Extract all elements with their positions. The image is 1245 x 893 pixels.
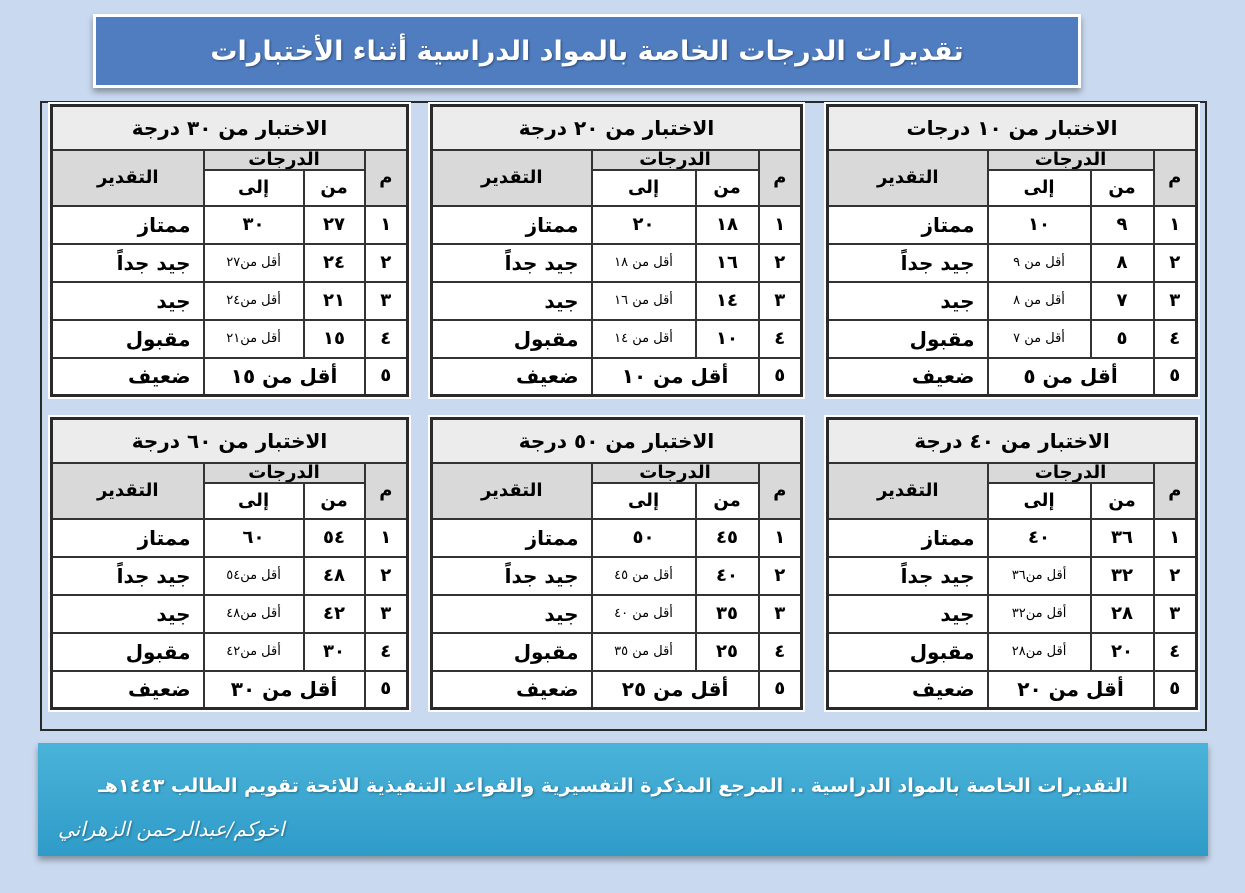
table-row [52,671,408,709]
to-value: أقل من٢٨ [988,633,1091,671]
grade-table [826,104,1198,397]
reference-text: التقديرات الخاصة بالمواد الدراسية .. المرجع المذكرة التفسيرية والقواعد التنفيذية للائحة تقويم الطالب ١٤٤٣هـ [98,775,1128,797]
from-header: من [696,483,759,519]
table-row [432,206,802,244]
to-header: إلى [988,170,1091,206]
row-index: ٤ [759,320,802,358]
from-header: من [304,483,365,519]
from-header: من [1091,483,1154,519]
from-value: ٢٥ [696,633,759,671]
to-value: أقل من ٧ [988,320,1091,358]
grade-table [50,417,409,710]
to-value: أقل من٢٤ [204,282,304,320]
rating-value: جيد [52,595,204,633]
table-row [52,320,408,358]
table-title: الاختبار من ٤٠ درجة [828,419,1197,463]
table-row [828,244,1197,282]
table-row [432,519,802,557]
row-index: ٤ [759,633,802,671]
rating-value: جيد [828,595,988,633]
range-value: أقل من ٣٠ [204,671,365,709]
row-index: ٤ [1154,320,1197,358]
row-index: ١ [365,206,408,244]
rating-value: ممتاز [52,206,204,244]
table-row [432,595,802,633]
table-row [828,557,1197,595]
from-value: ٢٨ [1091,595,1154,633]
from-value: ٧ [1091,282,1154,320]
row-index: ١ [759,519,802,557]
from-value: ١٥ [304,320,365,358]
rating-header: التقدير [828,150,988,206]
range-value: أقل من ١٠ [592,358,759,396]
rating-value: جيد جداً [52,244,204,282]
row-index: ٣ [1154,282,1197,320]
row-index: ٣ [759,282,802,320]
rating-value: جيد جداً [828,244,988,282]
rating-value: جيد [432,595,592,633]
to-value: ٥٠ [592,519,696,557]
from-value: ١٦ [696,244,759,282]
to-header: إلى [592,483,696,519]
rating-value: ممتاز [828,206,988,244]
grade-table [430,104,803,397]
index-header: م [1154,150,1197,206]
from-value: ٢٤ [304,244,365,282]
table-row [828,633,1197,671]
row-index: ٥ [1154,358,1197,396]
rating-value: مقبول [52,320,204,358]
index-header: م [365,150,408,206]
from-value: ٨ [1091,244,1154,282]
from-value: ٥ [1091,320,1154,358]
to-value: أقل من٤٢ [204,633,304,671]
grades-header: الدرجات [592,463,759,483]
grades-header: الدرجات [988,463,1154,483]
rating-value: ممتاز [432,519,592,557]
to-value: أقل من ١٦ [592,282,696,320]
table-title: الاختبار من ٦٠ درجة [52,419,408,463]
row-index: ٢ [365,557,408,595]
to-value: ١٠ [988,206,1091,244]
row-index: ٢ [759,244,802,282]
rating-value: مقبول [432,320,592,358]
from-header: من [304,170,365,206]
from-value: ٣٢ [1091,557,1154,595]
row-index: ١ [1154,206,1197,244]
table-row [52,633,408,671]
from-value: ٣٠ [304,633,365,671]
table-row [432,633,802,671]
row-index: ٤ [365,320,408,358]
table-row [432,244,802,282]
from-header: من [696,170,759,206]
to-value: أقل من ٩ [988,244,1091,282]
rating-header: التقدير [432,150,592,206]
rating-value: مقبول [52,633,204,671]
table-row [828,358,1197,396]
to-header: إلى [204,170,304,206]
to-value: أقل من ٤٠ [592,595,696,633]
rating-value: ممتاز [828,519,988,557]
row-index: ٥ [365,358,408,396]
table-row [828,320,1197,358]
row-index: ٣ [365,595,408,633]
page-title: تقديرات الدرجات الخاصة بالمواد الدراسية أثناء الأختبارات [210,35,964,67]
rating-value: جيد [828,282,988,320]
row-index: ٤ [1154,633,1197,671]
table-row [432,320,802,358]
table-row [52,557,408,595]
range-value: أقل من ٢٥ [592,671,759,709]
grades-header: الدرجات [204,463,365,483]
range-value: أقل من ٢٠ [988,671,1154,709]
index-header: م [365,463,408,519]
row-index: ٥ [1154,671,1197,709]
rating-value: ممتاز [432,206,592,244]
row-index: ٢ [1154,557,1197,595]
from-value: ٣٦ [1091,519,1154,557]
from-value: ٤٠ [696,557,759,595]
to-value: أقل من٢١ [204,320,304,358]
row-index: ٥ [759,671,802,709]
grade-table [826,417,1198,710]
from-header: من [1091,170,1154,206]
title-banner [93,14,1081,88]
rating-value: ضعيف [828,671,988,709]
from-value: ٤٨ [304,557,365,595]
to-value: ٣٠ [204,206,304,244]
rating-value: مقبول [828,633,988,671]
from-value: ٢٧ [304,206,365,244]
grades-header: الدرجات [592,150,759,170]
rating-value: ضعيف [52,358,204,396]
table-row [52,244,408,282]
to-value: أقل من٢٧ [204,244,304,282]
from-value: ١٤ [696,282,759,320]
rating-value: جيد جداً [828,557,988,595]
row-index: ٢ [365,244,408,282]
rating-value: جيد جداً [432,557,592,595]
rating-header: التقدير [432,463,592,519]
table-title: الاختبار من ٣٠ درجة [52,106,408,150]
row-index: ٢ [1154,244,1197,282]
rating-value: مقبول [432,633,592,671]
index-header: م [759,150,802,206]
from-value: ٤٥ [696,519,759,557]
row-index: ١ [365,519,408,557]
rating-value: ضعيف [432,671,592,709]
rating-value: ممتاز [52,519,204,557]
grade-table [50,104,409,397]
table-row [52,358,408,396]
table-row [828,519,1197,557]
rating-value: جيد [52,282,204,320]
row-index: ٤ [365,633,408,671]
table-row [828,206,1197,244]
rating-value: ضعيف [828,358,988,396]
from-value: ١٨ [696,206,759,244]
grades-header: الدرجات [988,150,1154,170]
index-header: م [1154,463,1197,519]
from-value: ٥٤ [304,519,365,557]
to-value: أقل من ٨ [988,282,1091,320]
table-row [432,671,802,709]
to-value: أقل من ١٤ [592,320,696,358]
table-title: الاختبار من ٢٠ درجة [432,106,802,150]
to-value: ٤٠ [988,519,1091,557]
to-value: ٦٠ [204,519,304,557]
to-value: أقل من٥٤ [204,557,304,595]
to-value: أقل من٣٢ [988,595,1091,633]
to-value: أقل من ١٨ [592,244,696,282]
table-row [52,282,408,320]
rating-value: ضعيف [432,358,592,396]
to-header: إلى [204,483,304,519]
table-title: الاختبار من ١٠ درجات [828,106,1197,150]
rating-header: التقدير [52,463,204,519]
table-row [828,282,1197,320]
row-index: ٣ [759,595,802,633]
row-index: ٥ [365,671,408,709]
row-index: ٢ [759,557,802,595]
table-row [432,282,802,320]
from-value: ٩ [1091,206,1154,244]
to-value: أقل من٤٨ [204,595,304,633]
to-value: ٢٠ [592,206,696,244]
grades-header: الدرجات [204,150,365,170]
from-value: ٢١ [304,282,365,320]
row-index: ٣ [365,282,408,320]
to-header: إلى [988,483,1091,519]
table-title: الاختبار من ٥٠ درجة [432,419,802,463]
table-row [52,595,408,633]
row-index: ٥ [759,358,802,396]
row-index: ١ [1154,519,1197,557]
rating-header: التقدير [828,463,988,519]
table-row [52,519,408,557]
rating-header: التقدير [52,150,204,206]
rating-value: جيد جداً [432,244,592,282]
from-value: ٢٠ [1091,633,1154,671]
grade-table [430,417,803,710]
row-index: ٣ [1154,595,1197,633]
from-value: ١٠ [696,320,759,358]
to-value: أقل من ٣٥ [592,633,696,671]
rating-value: جيد [432,282,592,320]
footer-banner [38,743,1208,856]
table-row [432,557,802,595]
table-row [52,206,408,244]
to-value: أقل من ٤٥ [592,557,696,595]
table-row [828,671,1197,709]
table-row [828,595,1197,633]
to-header: إلى [592,170,696,206]
from-value: ٣٥ [696,595,759,633]
range-value: أقل من ٥ [988,358,1154,396]
table-row [432,358,802,396]
from-value: ٤٢ [304,595,365,633]
to-value: أقل من٣٦ [988,557,1091,595]
rating-value: ضعيف [52,671,204,709]
index-header: م [759,463,802,519]
rating-value: جيد جداً [52,557,204,595]
rating-value: مقبول [828,320,988,358]
row-index: ١ [759,206,802,244]
range-value: أقل من ١٥ [204,358,365,396]
author-signature: اخوكم/عبدالرحمن الزهراني [58,817,285,841]
